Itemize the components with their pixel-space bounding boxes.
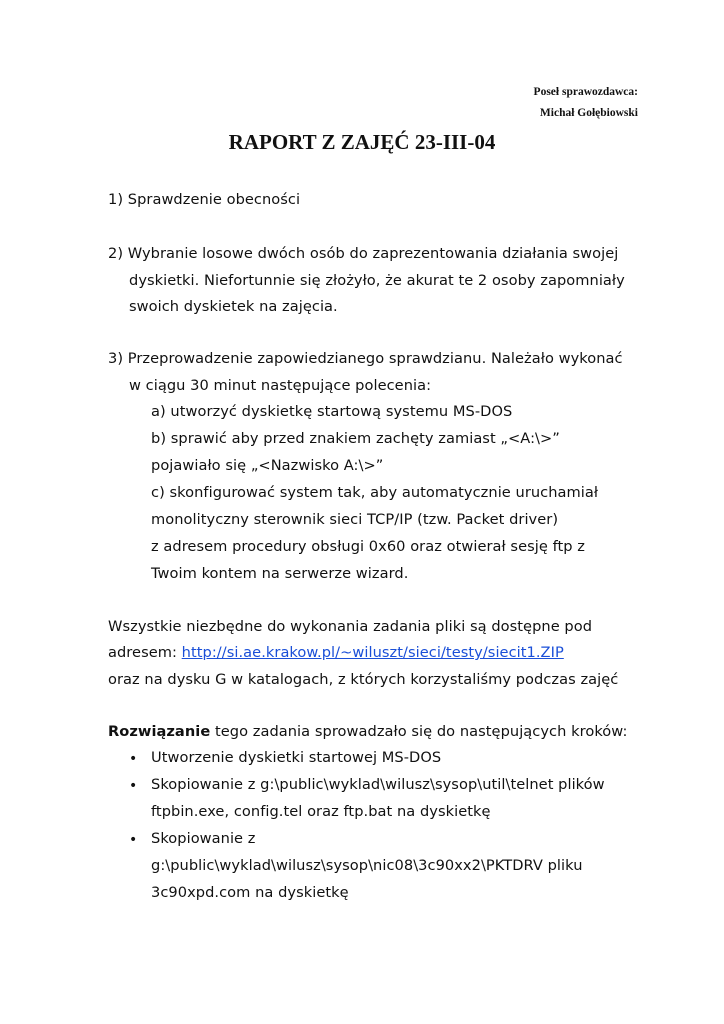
- bullet-icon: •: [129, 832, 138, 848]
- subitem-c-line-4: Twoim kontem na serwerze wizard.: [151, 565, 409, 582]
- files-address-label: adresem:: [108, 644, 182, 661]
- item-2-line-1: 2) Wybranie losowe dwóch osób do zaprezentowania działania swojej: [108, 245, 619, 262]
- files-line-2: [108, 644, 564, 661]
- page-title: RAPORT Z ZAJĘĆ 23-III-04: [228, 130, 496, 154]
- files-line-3: oraz na dysku G w katalogach, z których korzystaliśmy podczas zajęć: [108, 671, 619, 688]
- bullet-icon: •: [129, 751, 138, 767]
- item-3-line-1: 3) Przeprowadzenie zapowiedzianego sprawdzianu. Należało wykonać: [108, 350, 623, 367]
- reporter-role: Poseł sprawozdawca:: [533, 86, 638, 98]
- subitem-c-line-2: monolityczny sterownik sieci TCP/IP (tzw. Packet driver): [151, 511, 559, 528]
- item-1: 1) Sprawdzenie obecności: [108, 191, 301, 208]
- step-3-line-1: Skopiowanie z: [151, 830, 256, 847]
- step-2-line-1: Skopiowanie z g:\public\wyklad\wilusz\sysop\util\telnet plików: [151, 776, 605, 793]
- download-link[interactable]: http://si.ae.krakow.pl/~wiluszt/sieci/testy/siecit1.ZIP: [181, 644, 564, 661]
- solution-intro: [108, 723, 627, 740]
- subitem-b-line-1: b) sprawić aby przed znakiem zachęty zamiast „<A:\>”: [151, 430, 560, 447]
- step-3-line-3: 3c90xpd.com na dyskietkę: [151, 884, 349, 901]
- subitem-c-line-3: z adresem procedury obsługi 0x60 oraz otwierał sesję ftp z: [151, 538, 585, 555]
- bullet-icon: •: [129, 778, 138, 794]
- subitem-a: a) utworzyć dyskietkę startową systemu MS-DOS: [151, 403, 513, 420]
- step-1: Utworzenie dyskietki startowej MS-DOS: [151, 749, 442, 766]
- item-2-line-2: dyskietki. Niefortunnie się złożyło, że akurat te 2 osoby zapomniały: [129, 272, 625, 289]
- step-3-line-2: g:\public\wyklad\wilusz\sysop\nic08\3c90xx2\PKTDRV pliku: [151, 857, 583, 874]
- reporter-name: Michał Gołębiowski: [539, 107, 638, 119]
- subitem-b-line-2: pojawiało się „<Nazwisko A:\>”: [151, 457, 384, 474]
- solution-intro-text: tego zadania sprowadzało się do następujących kroków:: [210, 723, 628, 740]
- item-2-line-3: swoich dyskietek na zajęcia.: [129, 298, 338, 315]
- subitem-c-line-1: c) skonfigurować system tak, aby automatycznie uruchamiał: [151, 484, 599, 501]
- step-2-line-2: ftpbin.exe, config.tel oraz ftp.bat na dyskietkę: [151, 803, 491, 820]
- item-3-line-2: w ciągu 30 minut następujące polecenia:: [129, 377, 432, 394]
- files-line-1: Wszystkie niezbędne do wykonania zadania pliki są dostępne pod: [108, 618, 593, 635]
- solution-bold-label: Rozwiązanie: [108, 723, 211, 740]
